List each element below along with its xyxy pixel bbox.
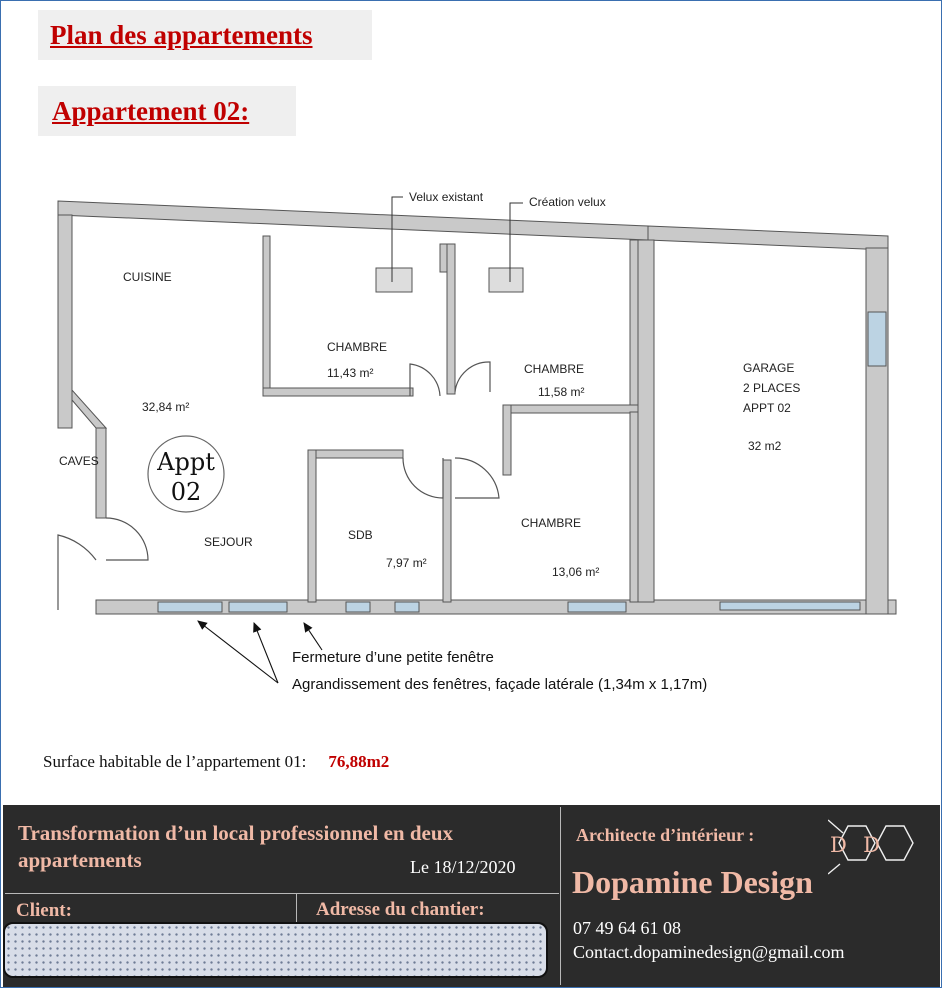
wall-top-right (648, 226, 888, 250)
door-chambre3 (455, 458, 499, 498)
door-chambre2 (455, 362, 490, 392)
wall-garage-left (638, 240, 654, 602)
wall-chambre1-left (263, 236, 270, 394)
callout-creation-velux: Création velux (529, 195, 606, 209)
client-label: Client: (16, 900, 72, 921)
window-4 (395, 602, 419, 612)
project-date: Le 18/12/2020 (410, 857, 516, 877)
door-sdb (403, 458, 443, 498)
surface-label: Surface habitable de l’appartement 01: (43, 752, 307, 771)
surface-line (43, 752, 389, 772)
label-caves: CAVES (59, 454, 99, 468)
label-garage: GARAGE (743, 361, 795, 375)
door-entrance (106, 518, 148, 560)
label-sejour: SEJOUR (204, 535, 253, 549)
window-5 (568, 602, 626, 612)
stamp-line-1: Appt (157, 448, 215, 476)
wall-left-lower (96, 428, 106, 518)
page-title: Plan des appartements (50, 20, 313, 50)
client-redacted-box (3, 922, 548, 978)
logo-letters: D D (830, 833, 880, 857)
wall-chambre1-bottom (263, 388, 413, 396)
wall-left-joint (72, 390, 106, 428)
dopamine-logo-icon (828, 818, 926, 876)
cartouche-divider-horizontal (5, 893, 559, 894)
window-1 (158, 602, 222, 612)
wall-chambre2-right (630, 240, 638, 412)
label-chambre-1: CHAMBRE (327, 340, 388, 354)
sub-title-box (38, 86, 296, 136)
label-sejour-area: 32,84 m² (142, 400, 190, 414)
arrow-window-3 (304, 623, 322, 650)
label-garage-appt: APPT 02 (743, 401, 791, 415)
project-title-line-2: appartements (18, 848, 142, 872)
label-chambre-2-area: 11,58 m² (538, 385, 585, 399)
wall-chambre-divider (447, 244, 455, 394)
velux-existant-box (376, 268, 412, 292)
surface-value: 76,88m2 (328, 752, 390, 771)
label-garage-places: 2 PLACES (743, 381, 801, 395)
label-cuisine: CUISINE (123, 270, 172, 284)
address-label: Adresse du chantier: (316, 899, 485, 920)
project-title-line-1: Transformation d’un local professionnel en deux (18, 821, 454, 845)
label-chambre-2: CHAMBRE (524, 362, 585, 376)
callout-velux-existant: Velux existant (409, 190, 484, 204)
label-sdb-area: 7,97 m² (386, 556, 427, 570)
wall-sdb-right (443, 460, 451, 602)
label-chambre-3-area: 13,06 m² (552, 565, 600, 579)
wall-sdb-left (308, 450, 316, 602)
label-garage-area: 32 m2 (748, 439, 782, 453)
company-email: Contact.dopaminedesign@gmail.com (573, 942, 845, 962)
door-caves (58, 535, 96, 610)
company-name: Dopamine Design (572, 864, 813, 900)
window-2 (229, 602, 287, 612)
window-right (868, 312, 886, 366)
callout-fermeture: Fermeture d’une petite fenêtre (292, 649, 494, 666)
wall-right (866, 248, 888, 614)
wall-chambre2-bottom (503, 405, 638, 413)
apartment-title: Appartement 02: (52, 96, 250, 126)
wall-sdb-top (308, 450, 403, 458)
main-title-box (38, 10, 372, 60)
cartouche-divider-client (296, 894, 297, 922)
window-3 (346, 602, 370, 612)
wall-passage (503, 405, 511, 475)
callout-agrandissement: Agrandissement des fenêtres, façade latérale (1,34m x 1,17m) (292, 676, 708, 693)
wall-chambre1-right-top (440, 244, 447, 272)
architect-label: Architecte d’intérieur : (576, 825, 755, 845)
company-phone: 07 49 64 61 08 (573, 918, 681, 938)
velux-creation-box (489, 268, 523, 292)
cartouche-divider-vertical (560, 807, 561, 985)
label-chambre-3: CHAMBRE (521, 516, 582, 530)
label-chambre-1-area: 11,43 m² (327, 366, 374, 380)
floor-plan (0, 180, 944, 720)
stamp-line-2: 02 (170, 478, 202, 506)
garage-door (720, 602, 860, 610)
wall-left-upper (58, 215, 72, 428)
label-sdb: SDB (348, 528, 373, 542)
wall-chambre3-right (630, 412, 638, 602)
door-chambre1 (410, 364, 440, 396)
